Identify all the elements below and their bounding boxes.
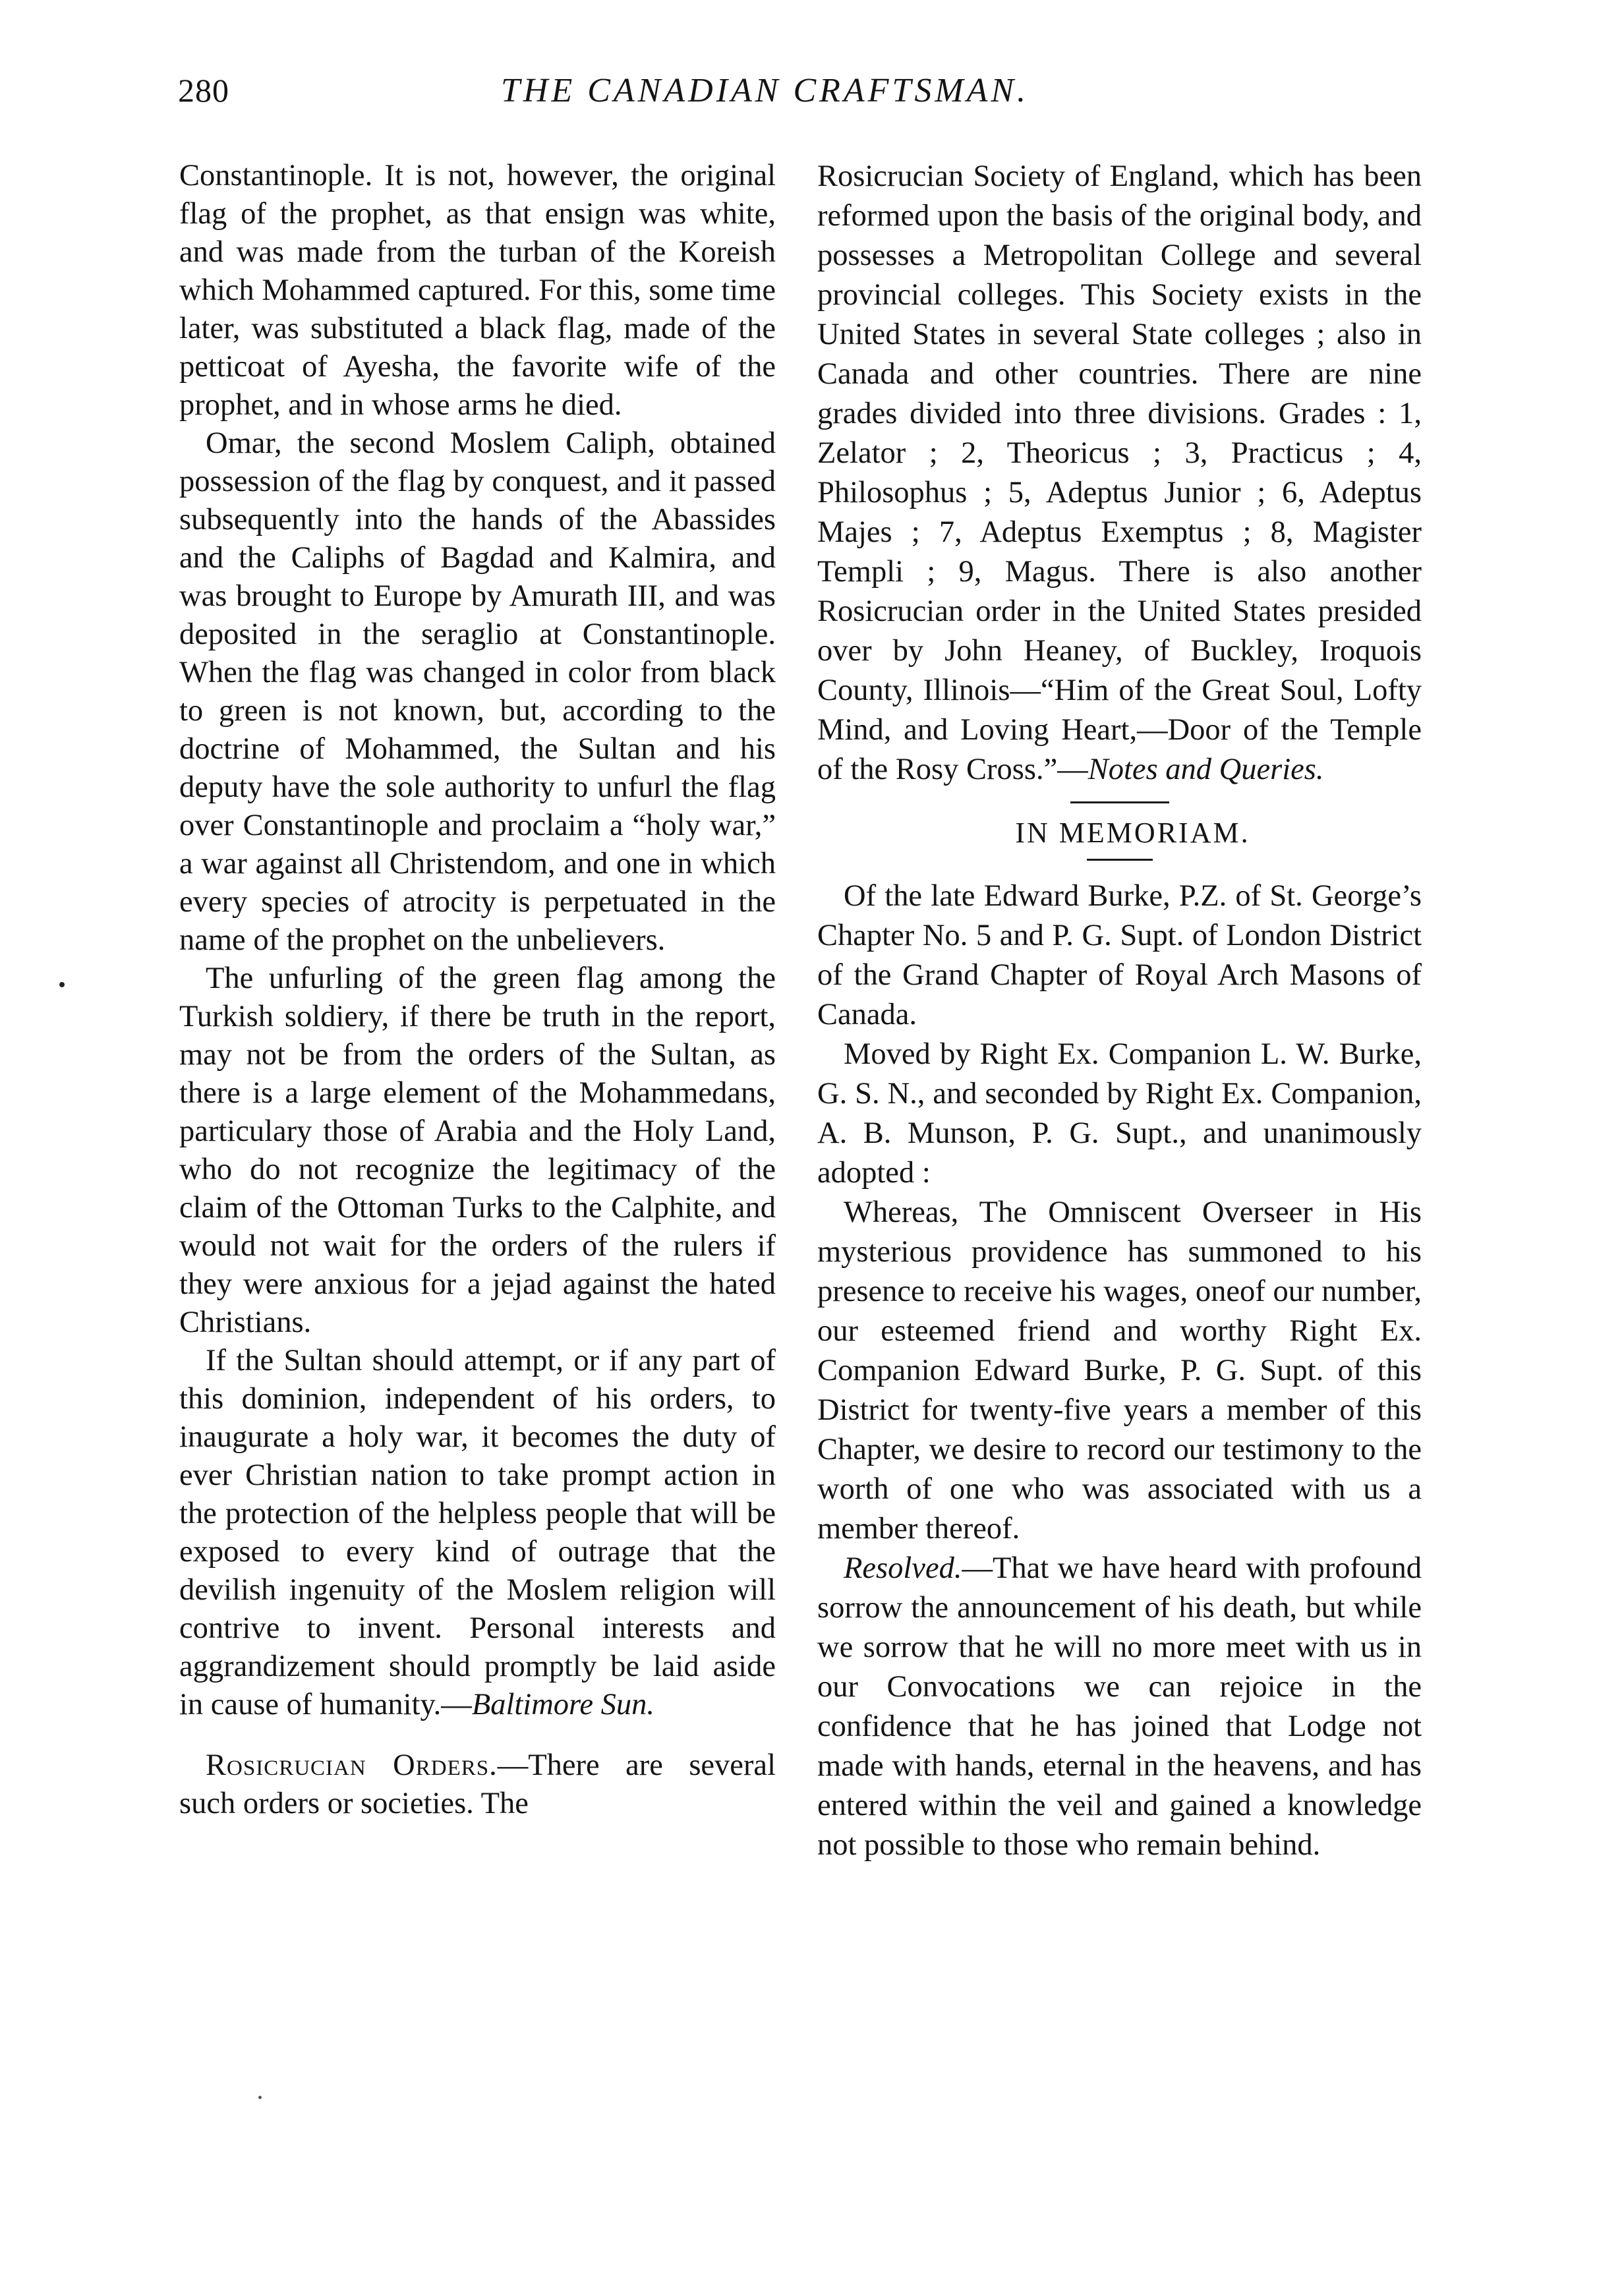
- paragraph-rosicrucian-continued-text: Rosicrucian Society of England, which has been reformed upon the basis of the original body, and possesses a Metropolitan College and several provincial colleges. This Society exists in the United States in several State colleges ; also in Canada and other countries. There are nine grades divided into three divisions. Grades : 1, Zelator ; 2, Theoricus ; 3, Practicus ; 4, Philosophus ; 5, Adeptus Junior ; 6, Adeptus Majes ; 7, Adeptus Exemptus ; 8, Magister Templi ; 9, Magus. There is also another Rosicrucian order in the United States presided over by John Heaney, of Buckley, Iroquois County, Illinois—“Him of the Great Soul, Lofty Mind, and Loving Heart,—Door of the Temple of the Rosy Cross.”—: [817, 159, 1422, 786]
- paragraph-sultan: [179, 1342, 776, 1724]
- margin-speck: [59, 982, 65, 987]
- section-heading-in-memoriam: IN MEMORIAM.: [1015, 817, 1250, 849]
- paragraph-whereas: Whereas, The Omniscent Overseer in His mysterious providence has summoned to his presence to receive his wages, oneof our number, our esteemed friend and worthy Right Ex. Companion Edward Burke, P. G. Supt. of this District for twenty-five years a member of this Chapter, we desire to record our testimony to the worth of one who was associated with us a member thereof.: [817, 1196, 1422, 1545]
- page-header: [178, 71, 1443, 124]
- paragraph-green-flag: The unfurling of the green flag among the Turkish soldiery, if there be truth in the report, may not be from the orders of the Sultan, as there is a large element of the Mohammedans, particulary those of Arabia and the Holy Land, who do not recognize the legitimacy of the claim of the Ottoman Turks to the Calphite, and would not wait for the orders of the rulers if they were anxious for a jejad against the hated Christians.: [179, 962, 776, 1339]
- paragraph-rosicrucian-intro-text: —There are several such orders or societies. The: [179, 1748, 776, 1820]
- paragraph-memoriam-dedication: Of the late Edward Burke, P.Z. of St. George’s Chapter No. 5 and P. G. Supt. of London District of the Grand Chapter of Royal Arch Masons of Canada.: [817, 879, 1422, 1031]
- paragraph-sultan-text: If the Sultan should attempt, or if any part of this dominion, independent of his orders, to inaugurate a holy war, it becomes the duty of ever Christian nation to take prompt action in the protection of the helpless people that will be exposed to every kind of outrage that the devilish ingenuity of the Moslem religion will contrive to invent. Personal interests and aggrandizement should promptly be laid aside in cause of humanity.—: [179, 1344, 776, 1721]
- paragraph-flag-origin: Constantinople. It is not, however, the original flag of the prophet, as that ensign was white, and was made from the turban of the Koreish which Mohammed captured. For this, some time later, was substituted a black flag, made of the petticoat of Ayesha, the favorite wife of the prophet, and in whose arms he died.: [179, 159, 776, 422]
- section-divider: [1070, 801, 1169, 803]
- section-run-in-heading: Rosicrucian Orders.: [206, 1748, 498, 1782]
- source-citation: Baltimore Sun.: [471, 1688, 655, 1721]
- source-citation: Notes and Queries.: [1088, 753, 1324, 786]
- left-column: [179, 157, 776, 1823]
- margin-speck: [258, 2096, 262, 2099]
- paragraph-rosicrucian-continued: [817, 157, 1422, 790]
- paragraph-resolved-text: —That we have heard with profound sorrow the announcement of his death, but while we sorrow that he will no more meet with us in our Convocations we can rejoice in the confidence that he has joined that Lodge not made with hands, eternal in the heavens, and has entered within the veil and gained a knowledge not possible to those who remain behind.: [817, 1551, 1422, 1862]
- page-number: 280: [178, 72, 229, 109]
- running-title: THE CANADIAN CRAFTSMAN.: [501, 72, 1030, 109]
- resolved-label: Resolved.: [844, 1551, 962, 1585]
- right-column: [817, 157, 1422, 1865]
- paragraph-omar: Omar, the second Moslem Caliph, obtained possession of the flag by conquest, and it passed subsequently into the hands of the Abassides and the Caliphs of Bagdad and Kalmira, and was brought to Europe by Amurath III, and was deposited in the seraglio at Constantinople. When the flag was changed in color from black to green is not known, but, according to the doctrine of Mohammed, the Sultan and his deputy have the sole authority to unfurl the flag over Constantinople and proclaim a “holy war,” a war against all Christendom, and one in which every species of atrocity is perpetuated in the name of the prophet on the unbelievers.: [179, 426, 776, 957]
- section-divider: [1087, 859, 1153, 861]
- paragraph-resolved: [817, 1549, 1422, 1865]
- paragraph-rosicrucian-intro: [179, 1747, 776, 1823]
- paragraph-motion: Moved by Right Ex. Companion L. W. Burke, G. S. N., and seconded by Right Ex. Companion, A. B. Munson, P. G. Supt., and unanimously adopted :: [817, 1037, 1422, 1190]
